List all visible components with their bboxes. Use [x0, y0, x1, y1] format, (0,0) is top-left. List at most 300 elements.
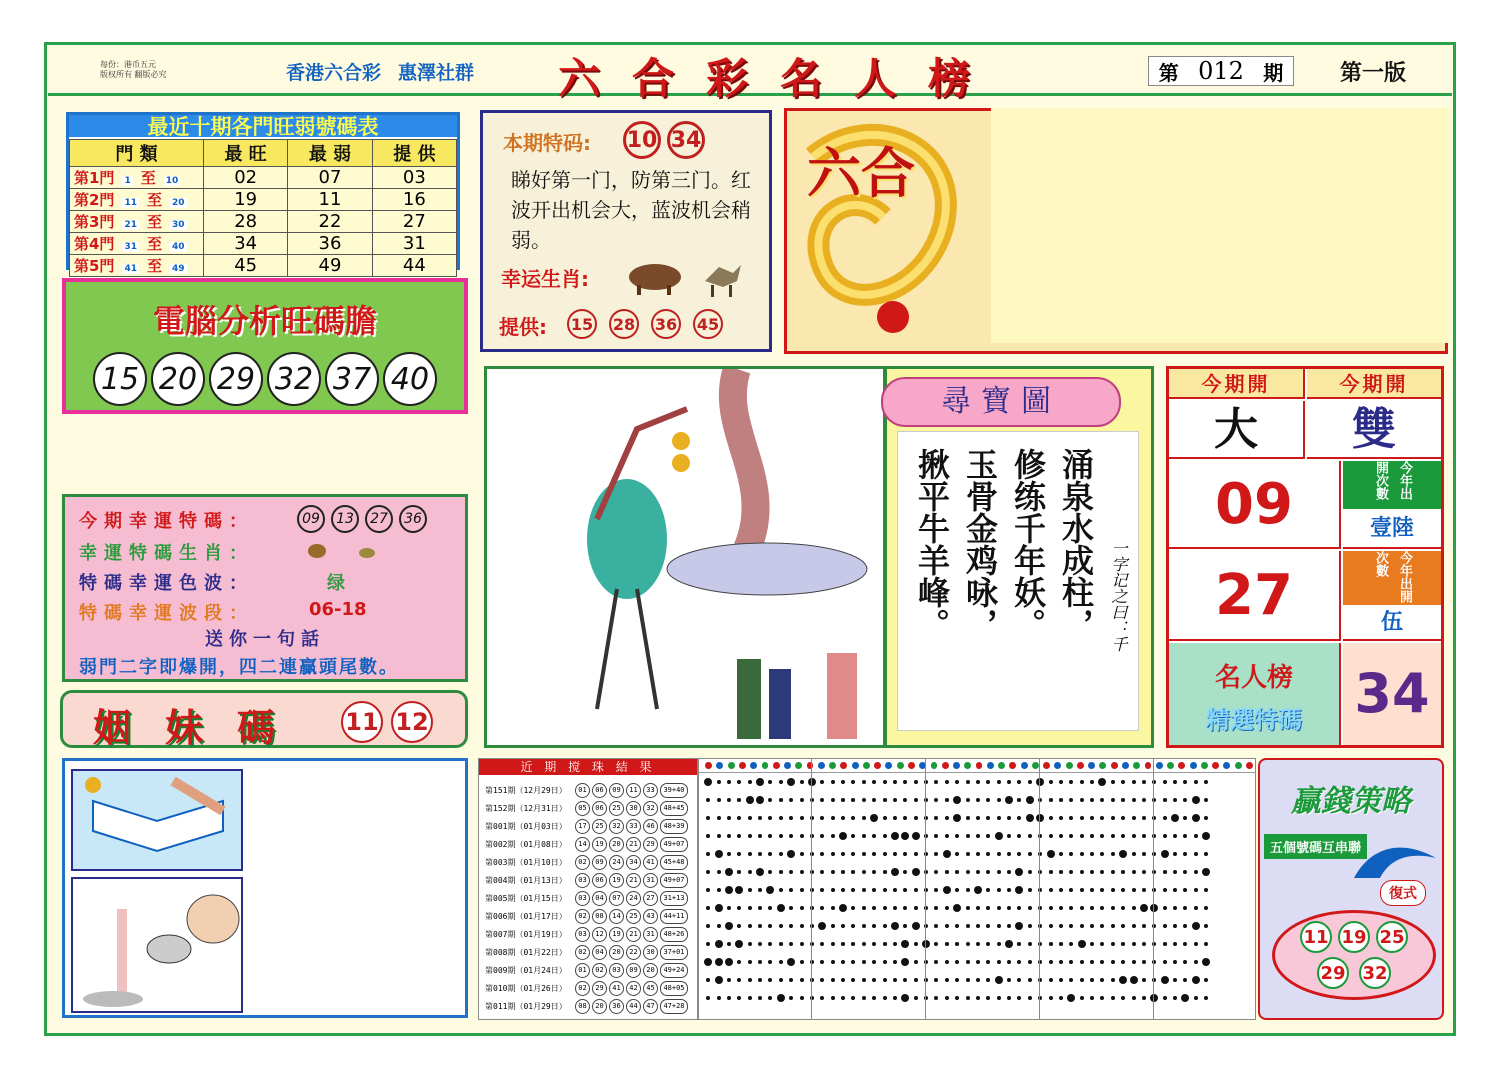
trend-dot [1080, 978, 1084, 982]
draw-period: 第001期（01月03日） [485, 821, 567, 831]
trend-hit [901, 958, 909, 966]
trend-dot [831, 942, 835, 946]
trend-dot [914, 996, 918, 1000]
trend-dot [1028, 780, 1032, 784]
trend-dot [737, 906, 741, 910]
grid-header-ball [1032, 762, 1039, 769]
grid-header-ball [1167, 762, 1174, 769]
sister-numbers [341, 701, 433, 743]
trend-dot [1204, 888, 1208, 892]
zodiac-images [623, 251, 753, 301]
grid-header-ball [1246, 762, 1253, 769]
trend-dot [1069, 816, 1073, 820]
trend-dot [1142, 942, 1146, 946]
draw-ball: 45+48 [660, 855, 688, 870]
trend-dot [862, 834, 866, 838]
trend-dot [883, 924, 887, 928]
trend-dot [717, 834, 721, 838]
trend-dot [1111, 888, 1115, 892]
trend-dot [862, 816, 866, 820]
trend-dot [1142, 870, 1146, 874]
trend-dot [789, 924, 793, 928]
zodiac-label: 幸运生肖: [501, 267, 589, 291]
trend-dot [883, 870, 887, 874]
grid-header-ball [987, 762, 994, 769]
trend-dot [800, 852, 804, 856]
trend-dot [758, 852, 762, 856]
trend-dot [789, 942, 793, 946]
draw-ball: 32 [643, 801, 658, 816]
draw-ball: 06 [592, 783, 607, 798]
grid-header-ball [1122, 762, 1129, 769]
draw-row [485, 853, 697, 871]
trend-dot [934, 942, 938, 946]
trend-dot [1142, 780, 1146, 784]
trend-dot [1121, 816, 1125, 820]
trend-hit [704, 778, 712, 786]
trend-hit [1015, 886, 1023, 894]
trend-dot [997, 798, 1001, 802]
trend-dot [717, 780, 721, 784]
trend-dot [1007, 816, 1011, 820]
trend-dot [997, 924, 1001, 928]
trend-dot [717, 924, 721, 928]
trend-hit [901, 940, 909, 948]
fame-subtitle: 精選特碼 [1206, 706, 1302, 734]
trend-hit [912, 832, 920, 840]
trend-dot [1069, 798, 1073, 802]
draw-period: 第010期（01月26日） [485, 983, 567, 993]
trend-dot [737, 798, 741, 802]
draw-ball: 09 [609, 783, 624, 798]
trend-dot [820, 996, 824, 1000]
trend-dot [872, 798, 876, 802]
trend-dot [934, 834, 938, 838]
draw-ball: 20 [609, 945, 624, 960]
trend-dot [914, 816, 918, 820]
trend-dot [748, 888, 752, 892]
trend-dot [914, 780, 918, 784]
trend-dot [820, 852, 824, 856]
gate-to: 10 [165, 176, 179, 186]
trend-dot [1090, 960, 1094, 964]
trend-dot [1204, 942, 1208, 946]
trend-dot [841, 960, 845, 964]
draw-ball: 33 [626, 819, 641, 834]
grid-header-ball [840, 762, 847, 769]
trend-dot [851, 780, 855, 784]
trend-row [699, 845, 1255, 863]
draw-ball: 20 [592, 999, 607, 1014]
trend-dot [945, 978, 949, 982]
draw-ball: 02 [575, 909, 590, 924]
gate-cell [70, 189, 204, 211]
trend-dot [1183, 960, 1187, 964]
trend-dot [872, 780, 876, 784]
trend-dot [1132, 798, 1136, 802]
trend-dot [903, 798, 907, 802]
crane-small-illustration [73, 879, 241, 1011]
trend-dot [831, 780, 835, 784]
trend-dot [841, 978, 845, 982]
trend-dot [862, 852, 866, 856]
max-cell: 02 [204, 167, 288, 189]
strategy-title: 贏錢策略 [1291, 784, 1411, 819]
ten-period-table [66, 112, 460, 276]
trend-dot [1121, 798, 1125, 802]
trend-dot [706, 906, 710, 910]
open-label-2: 今期開 [1307, 369, 1441, 399]
grid-header-ball [976, 762, 983, 769]
trend-dot [997, 780, 1001, 784]
trend-dot [1111, 978, 1115, 982]
strategy-subtitle: 五個號碼互串聯 [1264, 834, 1367, 859]
trend-dot [1028, 834, 1032, 838]
give-number: 28 [609, 309, 639, 339]
trend-dot [1163, 888, 1167, 892]
trend-dot [1121, 834, 1125, 838]
trend-dot [1111, 870, 1115, 874]
rat-icon [359, 548, 375, 558]
trend-dot [903, 816, 907, 820]
trend-dot [986, 852, 990, 856]
grid-divider-4 [1153, 759, 1154, 1019]
trend-dot [1183, 942, 1187, 946]
draw-ball: 27 [643, 891, 658, 906]
trend-dot [1069, 960, 1073, 964]
trend-dot [872, 870, 876, 874]
give-number: 45 [693, 309, 723, 339]
trend-dot [1111, 816, 1115, 820]
draw-ball: 05 [575, 801, 590, 816]
grid-header-ball [1156, 762, 1163, 769]
sister-number: 12 [391, 701, 433, 743]
grid-header-ball [1077, 762, 1084, 769]
fame-title: 名人榜 [1214, 663, 1293, 693]
draw-ball: 25 [609, 801, 624, 816]
trend-dot [872, 924, 876, 928]
trend-hit [735, 940, 743, 948]
trend-hit [1036, 778, 1044, 786]
lucky-wave: 06-18 [309, 599, 367, 620]
stats-panel [1166, 366, 1444, 748]
lucky-label-3: 特碼幸運色波 [79, 573, 229, 594]
trend-dot [727, 942, 731, 946]
trend-dot [1111, 942, 1115, 946]
trend-dot [966, 834, 970, 838]
trend-dot [1132, 906, 1136, 910]
gate-table [69, 139, 457, 277]
gate-name: 第2門 [74, 191, 115, 209]
trend-dot [1194, 906, 1198, 910]
trend-dot [934, 960, 938, 964]
trend-dot [1017, 942, 1021, 946]
trend-dot [841, 924, 845, 928]
trend-dot [1049, 960, 1053, 964]
strategy-number: 11 [1300, 921, 1332, 953]
trend-dot [758, 996, 762, 1000]
draw-period: 第007期（01月19日） [485, 929, 567, 939]
trend-hit [1119, 976, 1127, 984]
draw-ball: 37+01 [660, 945, 688, 960]
trend-dot [768, 906, 772, 910]
trend-dot [893, 798, 897, 802]
trend-dot [706, 798, 710, 802]
trend-dot [903, 888, 907, 892]
trend-dot [1080, 960, 1084, 964]
count-value-2: 伍 [1343, 605, 1441, 641]
trend-hit [995, 976, 1003, 984]
trend-row [699, 827, 1255, 845]
trend-dot [1173, 798, 1177, 802]
trend-hit [1171, 814, 1179, 822]
grid-header-row [699, 759, 1255, 773]
trend-dot [883, 978, 887, 982]
trend-dot [1183, 834, 1187, 838]
trend-dot [997, 906, 1001, 910]
trend-hit [974, 886, 982, 894]
trend-dot [841, 816, 845, 820]
parity-result: 雙 [1307, 401, 1441, 459]
trend-row [699, 935, 1255, 953]
trend-dot [1183, 924, 1187, 928]
draw-period: 第152期（12月31日） [485, 803, 567, 813]
trend-dot [779, 798, 783, 802]
trend-dot [976, 834, 980, 838]
trend-dot [1111, 906, 1115, 910]
grid-header-ball [705, 762, 712, 769]
strategy-panel [1258, 758, 1444, 1020]
trend-dot [706, 870, 710, 874]
trend-dot [893, 780, 897, 784]
trend-dot [862, 798, 866, 802]
trend-dot [851, 906, 855, 910]
col-header-max: 最 旺 [204, 140, 288, 167]
trend-dot [851, 960, 855, 964]
grid-header-ball [1190, 762, 1197, 769]
draw-ball: 03 [575, 927, 590, 942]
gate-name: 第1門 [74, 169, 115, 187]
trend-dot [976, 960, 980, 964]
trend-hit [891, 922, 899, 930]
special-number: 34 [667, 121, 705, 159]
trend-hit [1150, 994, 1158, 1002]
strategy-numbers-row-2 [1275, 957, 1433, 989]
trend-dot [1090, 978, 1094, 982]
trend-dot [727, 798, 731, 802]
lucky-numbers [297, 505, 427, 533]
trend-dot [831, 798, 835, 802]
issue-box [1148, 56, 1294, 86]
trend-row [699, 881, 1255, 899]
special-number-panel [480, 110, 772, 352]
table-row [70, 233, 457, 255]
trend-dot [1090, 780, 1094, 784]
poem-line: 涌泉水成柱， [1057, 448, 1095, 640]
trend-dot [1132, 870, 1136, 874]
gate-to: 30 [171, 220, 185, 230]
draw-period: 第004期（01月13日） [485, 875, 567, 885]
trend-dot [1121, 942, 1125, 946]
trend-dot [851, 942, 855, 946]
grid-header-ball [1099, 762, 1106, 769]
trend-dot [1028, 996, 1032, 1000]
trend-dot [883, 834, 887, 838]
lucky-number: 27 [365, 505, 393, 533]
draw-ball: 04 [592, 945, 607, 960]
trend-dot [1111, 996, 1115, 1000]
trend-dot [1142, 816, 1146, 820]
trend-dot [1100, 996, 1104, 1000]
trend-dot [872, 852, 876, 856]
pig-icon [629, 264, 681, 295]
gate-to-word: 至 [146, 257, 162, 275]
trend-dot [1100, 960, 1104, 964]
book-picture [71, 769, 243, 871]
trend-dot [893, 888, 897, 892]
draw-ball: 02 [575, 981, 590, 996]
trend-dot [800, 780, 804, 784]
trend-dot [1100, 798, 1104, 802]
banner-blank [991, 108, 1449, 343]
header-bar [48, 46, 1452, 103]
trend-hit [725, 958, 733, 966]
trend-dot [1163, 906, 1167, 910]
grid-divider-3 [1039, 759, 1040, 1019]
trend-dot [1204, 924, 1208, 928]
trend-dot [1090, 870, 1094, 874]
col-header-min: 最 弱 [288, 140, 372, 167]
draw-ball: 36 [609, 999, 624, 1014]
trend-dot [883, 780, 887, 784]
trend-row [699, 899, 1255, 917]
trend-dot [976, 798, 980, 802]
trend-dot [727, 978, 731, 982]
trend-hit [1015, 868, 1023, 876]
give-label: 提供: [499, 315, 547, 339]
draw-period: 第003期（01月10日） [485, 857, 567, 867]
trend-hit [891, 868, 899, 876]
draw-ball: 30 [626, 801, 641, 816]
trend-dot [1132, 888, 1136, 892]
lucky-panel [62, 494, 468, 682]
trend-dot [966, 888, 970, 892]
give-numbers [567, 309, 723, 339]
trend-dot [768, 978, 772, 982]
trend-dot [800, 996, 804, 1000]
trend-dot [1132, 924, 1136, 928]
trend-dot [1173, 888, 1177, 892]
draw-ball: 49+07 [660, 873, 688, 888]
grid-header-ball [852, 762, 859, 769]
trend-dot [1017, 816, 1021, 820]
trend-dot [1121, 888, 1125, 892]
gate-name: 第4門 [74, 235, 115, 253]
trend-dot [872, 888, 876, 892]
treasure-poem [910, 448, 1098, 640]
trend-dot [851, 888, 855, 892]
trend-dot [851, 834, 855, 838]
trend-dot [1204, 852, 1208, 856]
trend-dot [851, 996, 855, 1000]
trend-dot [1163, 870, 1167, 874]
trend-dot [862, 888, 866, 892]
trend-dot [706, 816, 710, 820]
trend-dot [1142, 996, 1146, 1000]
draw-ball: 01 [575, 963, 590, 978]
trend-row [699, 863, 1255, 881]
count-tag-2: 今年出開次數 [1343, 551, 1441, 605]
grid-header-ball [998, 762, 1005, 769]
trend-dot [934, 996, 938, 1000]
trend-dot [1132, 816, 1136, 820]
trend-hit [704, 958, 712, 966]
trend-dot [768, 960, 772, 964]
trend-dot [1049, 924, 1053, 928]
trend-dot [706, 942, 710, 946]
trend-dot [1007, 888, 1011, 892]
trend-dot [1090, 996, 1094, 1000]
trend-dot [789, 798, 793, 802]
trend-dot [966, 942, 970, 946]
trend-dot [1017, 852, 1021, 856]
trend-dot [1090, 834, 1094, 838]
trend-dot [934, 906, 938, 910]
trend-dot [976, 996, 980, 1000]
trend-dot [945, 960, 949, 964]
crane-picture [484, 366, 886, 748]
trend-dot [1080, 996, 1084, 1000]
trend-dot [883, 906, 887, 910]
trend-dot [1173, 780, 1177, 784]
trend-dot [976, 924, 980, 928]
trend-dot [727, 834, 731, 838]
trend-dot [966, 978, 970, 982]
trend-dot [1017, 834, 1021, 838]
fame-number: 34 [1343, 643, 1441, 745]
draw-ball: 44+11 [660, 909, 688, 924]
colon-3: ： [229, 573, 254, 594]
sister-number-panel [60, 690, 468, 748]
grid-header-ball [908, 762, 915, 769]
grid-header-ball [942, 762, 949, 769]
trend-dot [1059, 906, 1063, 910]
trend-dot [966, 798, 970, 802]
trend-hit [787, 958, 795, 966]
give-cell: 44 [372, 255, 456, 277]
draw-ball: 14 [609, 909, 624, 924]
price-line: 每份：港币五元 [100, 60, 156, 69]
draw-ball: 08 [592, 909, 607, 924]
trend-dot [1059, 960, 1063, 964]
lucky-label-1: 今期幸運特碼 [79, 511, 229, 532]
grid-header-ball [818, 762, 825, 769]
colon-2: ： [229, 543, 254, 564]
trend-dot [966, 924, 970, 928]
trend-dot [955, 780, 959, 784]
trend-dot [1111, 852, 1115, 856]
poem-line: 修练千年妖。 [1009, 448, 1047, 640]
trend-dot [1049, 798, 1053, 802]
trend-dot [779, 978, 783, 982]
trend-dot [748, 780, 752, 784]
trend-hit [901, 994, 909, 1002]
trend-dot [717, 888, 721, 892]
trend-dot [748, 852, 752, 856]
treasure-poem-area [897, 431, 1139, 731]
grid-header-ball [1066, 762, 1073, 769]
trend-hit [1181, 994, 1189, 1002]
